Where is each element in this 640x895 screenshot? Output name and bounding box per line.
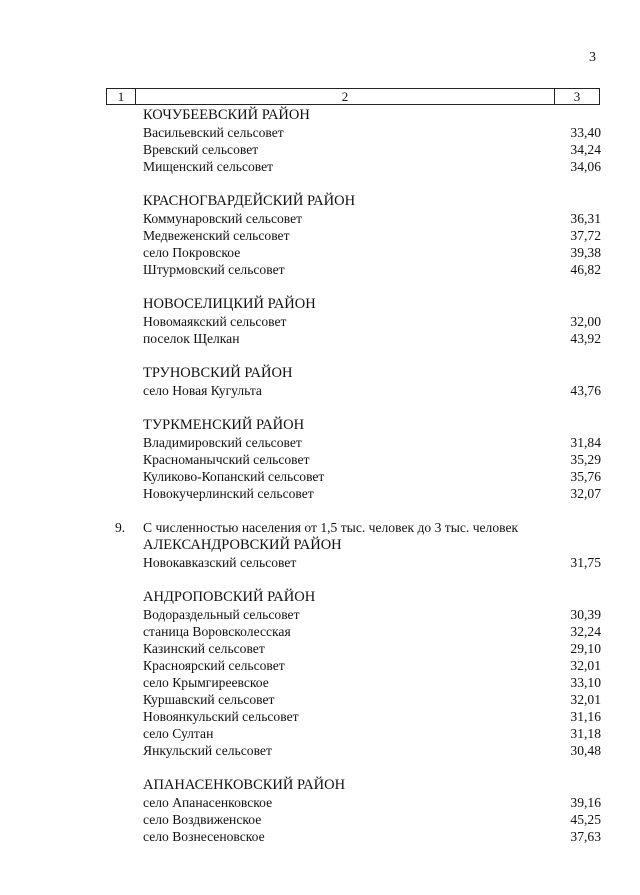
settlement-value: 35,29 (570, 452, 601, 467)
settlement-value: 31,84 (570, 435, 601, 450)
table-row (143, 623, 601, 640)
settlement-name: Коммунаровский сельсовет (143, 211, 303, 226)
settlement-value: 32,24 (570, 624, 601, 639)
table-row (143, 434, 601, 451)
settlement-name: Новомаякский сельсовет (143, 314, 287, 329)
settlement-name: село Крымгиреевское (143, 675, 269, 690)
settlement-value: 35,76 (570, 469, 601, 484)
district-heading: КОЧУБЕЕВСКИЙ РАЙОН (143, 107, 310, 123)
table-row (143, 124, 601, 141)
table-row (143, 210, 601, 227)
settlement-name: село Покровское (143, 245, 241, 260)
settlement-value: 34,06 (570, 159, 601, 174)
settlement-value: 33,10 (570, 675, 601, 690)
settlement-name: Медвеженский сельсовет (143, 228, 290, 243)
settlement-value: 45,25 (570, 812, 601, 827)
settlement-value: 31,75 (570, 555, 601, 570)
document-body (115, 106, 601, 845)
table-row (143, 674, 601, 691)
section-title: С численностью населения от 1,5 тыс. человек до 3 тыс. человек (143, 520, 519, 535)
table-row (143, 451, 601, 468)
settlement-name: Янкульский сельсовет (143, 743, 272, 758)
page-number: 3 (589, 50, 596, 65)
table-row (143, 244, 601, 261)
table-row (143, 554, 601, 571)
column-header-1: 1 (107, 89, 136, 104)
district-heading: АНДРОПОВСКИЙ РАЙОН (143, 589, 316, 605)
settlement-name: Красноманычский сельсовет (143, 452, 310, 467)
settlement-name: Васильевский сельсовет (143, 125, 284, 140)
settlement-name: Штурмовский сельсовет (143, 262, 285, 277)
spacer (143, 571, 601, 588)
settlement-name: село Воздвиженское (143, 812, 262, 827)
district-heading: НОВОСЕЛИЦКИЙ РАЙОН (143, 296, 316, 312)
table-row (143, 227, 601, 244)
settlement-value: 37,72 (570, 228, 601, 243)
column-header-2: 2 (136, 89, 555, 104)
settlement-name: село Апанасенковское (143, 795, 273, 810)
settlement-name: Новокучерлинский сельсовет (143, 486, 314, 501)
settlement-value: 36,31 (570, 211, 601, 226)
settlement-value: 30,48 (570, 743, 601, 758)
settlement-value: 31,18 (570, 726, 601, 741)
settlement-value: 37,63 (570, 829, 601, 844)
settlement-name: Владимировский сельсовет (143, 435, 302, 450)
settlement-name: село Новая Кугульта (143, 383, 262, 398)
settlement-value: 32,01 (570, 692, 601, 707)
settlement-name: Новокавказский сельсовет (143, 555, 297, 570)
spacer (143, 347, 601, 364)
table-row (143, 313, 601, 330)
district-list-a (143, 106, 601, 519)
table-row (143, 794, 601, 811)
table-row (143, 330, 601, 347)
table-row (143, 691, 601, 708)
district-heading: АПАНАСЕНКОВСКИЙ РАЙОН (143, 777, 346, 793)
settlement-value: 46,82 (570, 262, 601, 277)
table-row (143, 640, 601, 657)
settlement-name: станица Воровсколесская (143, 624, 291, 639)
district-heading: АЛЕКСАНДРОВСКИЙ РАЙОН (143, 537, 342, 553)
settlement-value: 43,76 (570, 383, 601, 398)
table-row (143, 382, 601, 399)
table-row (143, 468, 601, 485)
settlement-value: 30,39 (570, 607, 601, 622)
table-row (143, 708, 601, 725)
settlement-name: Казинский сельсовет (143, 641, 265, 656)
settlement-value: 32,07 (570, 486, 601, 501)
column-header-3: 3 (573, 89, 581, 104)
spacer (143, 175, 601, 192)
settlement-name: Мищенский сельсовет (143, 159, 274, 174)
settlement-name: Куликово-Копанский сельсовет (143, 469, 325, 484)
district-heading: ТРУНОВСКИЙ РАЙОН (143, 365, 293, 381)
table-header (106, 88, 600, 105)
settlement-value: 31,16 (570, 709, 601, 724)
section-heading (115, 519, 601, 536)
table-row (143, 606, 601, 623)
settlement-value: 29,10 (570, 641, 601, 656)
settlement-name: село Султан (143, 726, 214, 741)
table-row (143, 158, 601, 175)
district-list-b (143, 536, 601, 845)
district-heading: ТУРКМЕНСКИЙ РАЙОН (143, 417, 305, 433)
settlement-name: село Вознесеновское (143, 829, 265, 844)
settlement-name: Новоянкульский сельсовет (143, 709, 299, 724)
settlement-value: 43,92 (570, 331, 601, 346)
settlement-value: 32,01 (570, 658, 601, 673)
table-row (143, 742, 601, 759)
spacer (143, 278, 601, 295)
spacer (143, 502, 601, 519)
spacer (143, 759, 601, 776)
settlement-value: 39,16 (570, 795, 601, 810)
table-row (143, 261, 601, 278)
settlement-value: 32,00 (570, 314, 601, 329)
table-row (143, 657, 601, 674)
spacer (143, 399, 601, 416)
table-row (143, 828, 601, 845)
settlement-name: Водораздельный сельсовет (143, 607, 300, 622)
settlement-value: 34,24 (570, 142, 601, 157)
settlement-name: Куршавский сельсовет (143, 692, 275, 707)
table-row (143, 811, 601, 828)
table-row (143, 725, 601, 742)
district-heading: КРАСНОГВАРДЕЙСКИЙ РАЙОН (143, 193, 356, 209)
table-row (143, 485, 601, 502)
settlement-name: Вревский сельсовет (143, 142, 259, 157)
settlement-value: 33,40 (570, 125, 601, 140)
settlement-name: поселок Щелкан (143, 331, 240, 346)
settlement-value: 39,38 (570, 245, 601, 260)
section-number: 9. (115, 520, 126, 535)
settlement-name: Красноярский сельсовет (143, 658, 285, 673)
table-row (143, 141, 601, 158)
